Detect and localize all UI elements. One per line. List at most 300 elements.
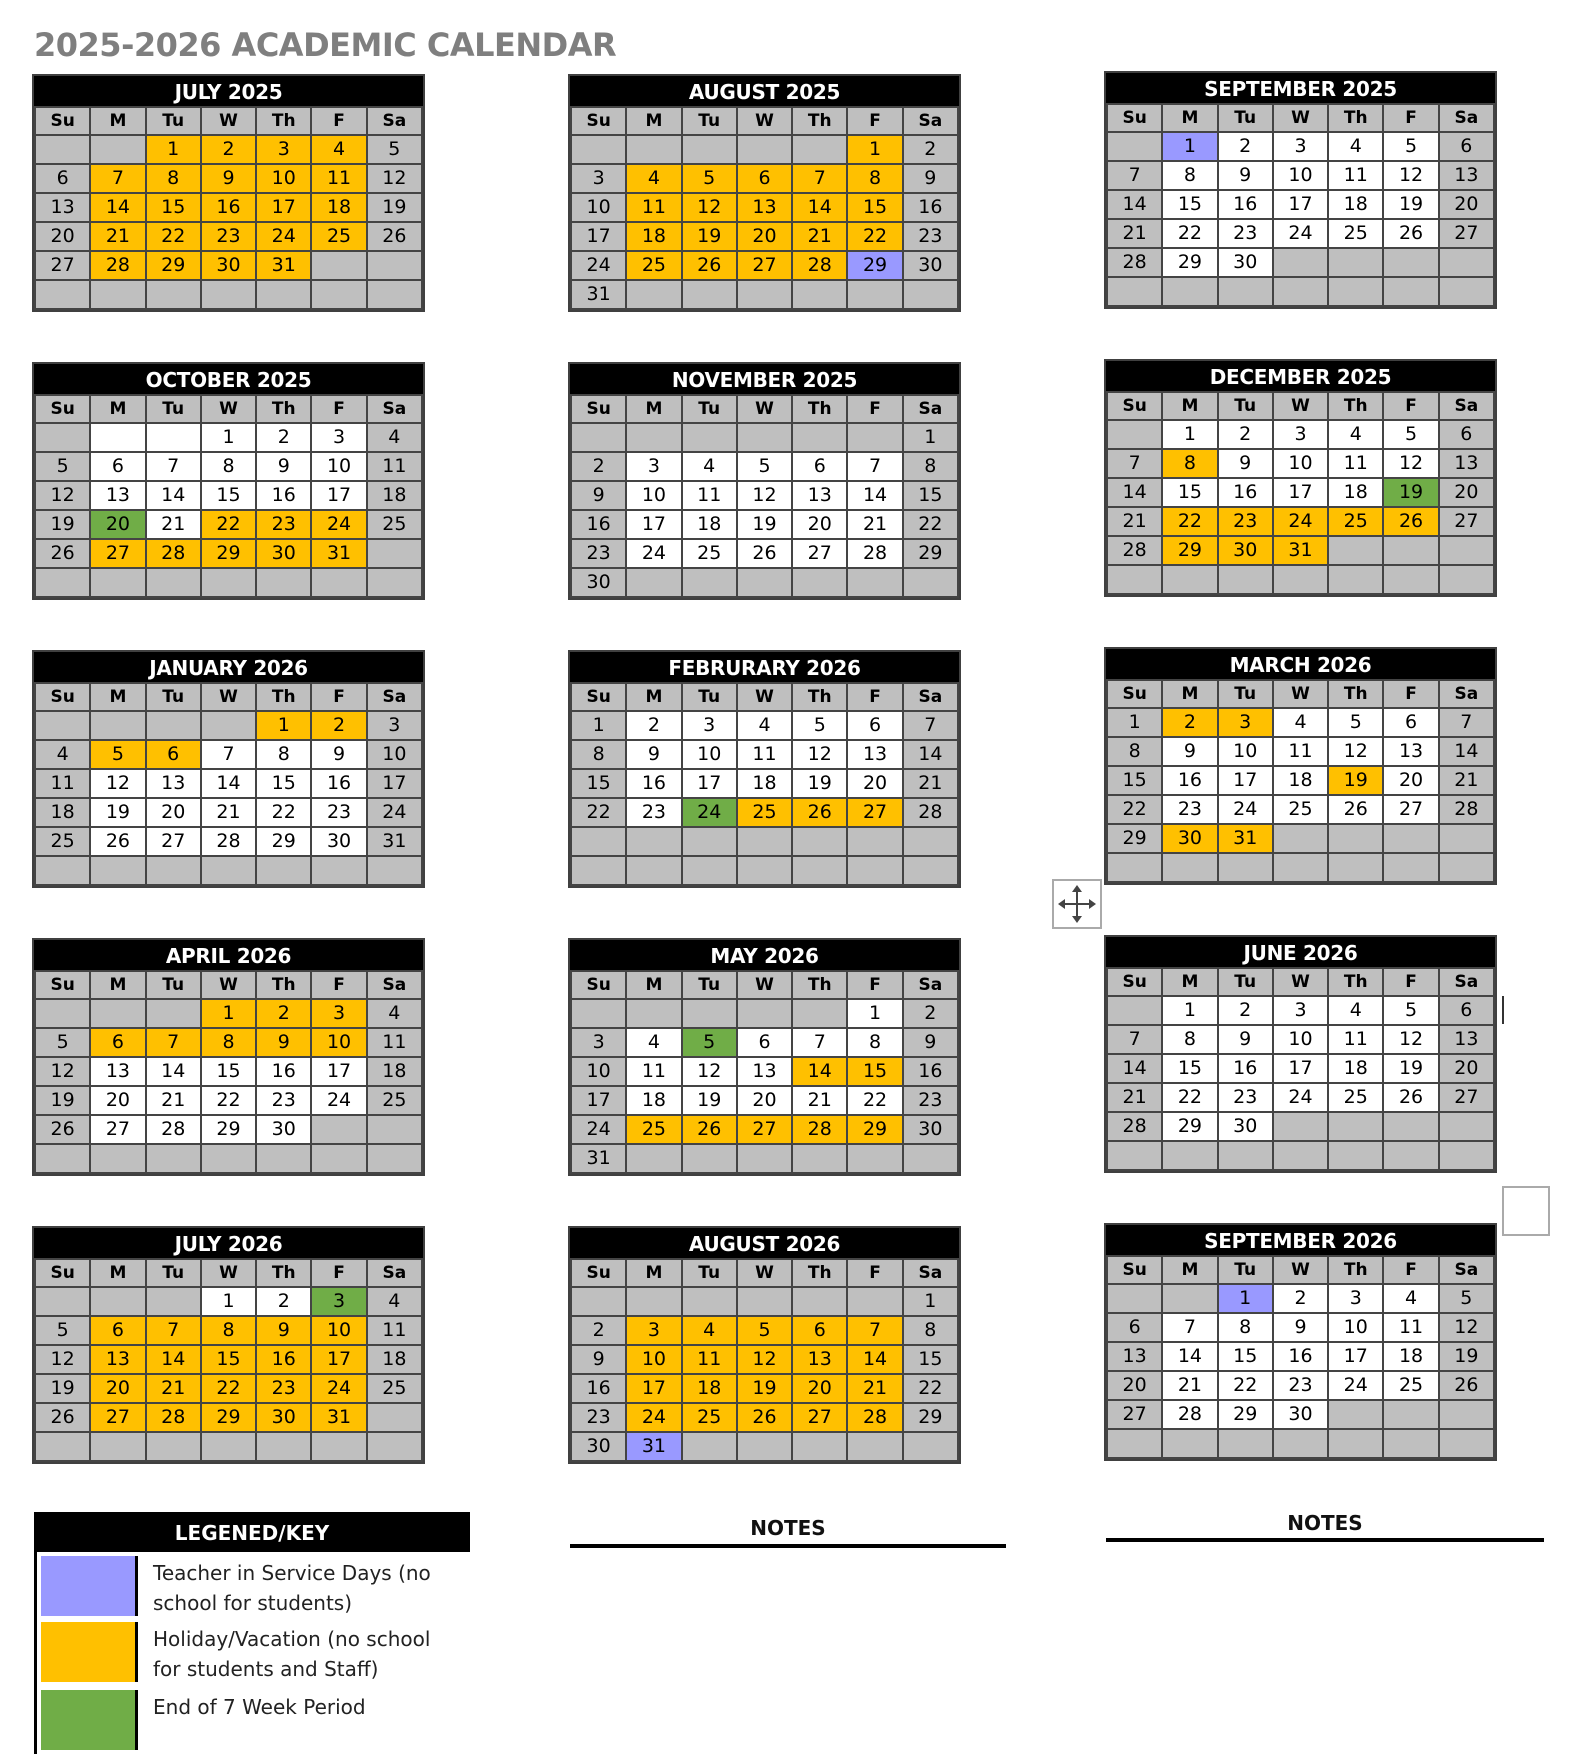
empty-day-cell: [571, 827, 626, 856]
day-cell-school-day: 12: [1383, 449, 1438, 478]
day-cell-school-day: 3: [626, 452, 681, 481]
day-cell-school-day: 16: [1218, 478, 1273, 507]
day-cell-holiday-day: 15: [146, 193, 201, 222]
page-title: 2025-2026 ACADEMIC CALENDAR: [34, 26, 617, 64]
empty-day-cell: [311, 856, 366, 885]
legend-item-holiday-vacation: [34, 1618, 470, 1686]
day-cell-weekend-day: 9: [571, 481, 626, 510]
day-cell-weekend-day: 27: [1107, 1400, 1162, 1429]
day-cell-weekend-day: 3: [367, 711, 422, 740]
day-cell-school-day: 7: [146, 452, 201, 481]
day-cell-school-day: 5: [792, 711, 847, 740]
weekday-header: F: [847, 107, 902, 135]
weekday-header: W: [201, 395, 256, 423]
day-cell-weekend-day: 14: [1107, 478, 1162, 507]
day-cell-weekend-day: 7: [903, 711, 958, 740]
empty-day-cell: [1162, 277, 1217, 306]
day-cell-weekend-day: 21: [1107, 1083, 1162, 1112]
day-cell-weekend-day: 16: [903, 1057, 958, 1086]
weekday-header: Su: [35, 1259, 90, 1287]
empty-day-cell: [903, 856, 958, 885]
week-row: [35, 827, 422, 856]
day-cell-weekend-day: 9: [571, 1345, 626, 1374]
empty-day-cell: [1273, 1141, 1328, 1170]
day-cell-weekend-day: 21: [1107, 219, 1162, 248]
day-cell-school-day: 23: [256, 1086, 311, 1115]
day-cell-weekend-day: 17: [571, 222, 626, 251]
day-cell-school-day: 5: [1383, 132, 1438, 161]
day-cell-school-day: 22: [1218, 1371, 1273, 1400]
day-cell-weekend-day: 24: [571, 1115, 626, 1144]
day-cell-weekend-day: 5: [1439, 1284, 1494, 1313]
day-cell-weekend-day: 18: [367, 1345, 422, 1374]
day-cell-holiday-day: 17: [256, 193, 311, 222]
day-cell-holiday-day: 8: [847, 164, 902, 193]
empty-day-cell: [367, 1144, 422, 1173]
empty-day-cell: [682, 568, 737, 597]
day-cell-weekend-day: 28: [903, 798, 958, 827]
empty-day-cell: [1383, 565, 1438, 594]
day-cell-holiday-day: 11: [626, 193, 681, 222]
day-cell-school-day: 12: [737, 481, 792, 510]
day-cell-weekend-day: 20: [35, 222, 90, 251]
empty-day-cell: [35, 1432, 90, 1461]
empty-day-cell: [146, 1287, 201, 1316]
day-cell-weekend-day: 29: [903, 1403, 958, 1432]
week-row: [571, 1316, 958, 1345]
day-cell-holiday-day: 22: [146, 222, 201, 251]
day-cell-school-day: 9: [1218, 161, 1273, 190]
empty-day-cell: [903, 827, 958, 856]
empty-day-cell: [626, 135, 681, 164]
day-cell-holiday-day: 26: [682, 251, 737, 280]
day-cell-holiday-day: 31: [1218, 824, 1273, 853]
day-cell-school-day: 20: [847, 769, 902, 798]
day-cell-holiday-day: 29: [201, 539, 256, 568]
day-cell-holiday-day: 19: [682, 222, 737, 251]
day-cell-school-day: 3: [1273, 996, 1328, 1025]
month-grid: [34, 682, 423, 886]
empty-day-cell: [367, 539, 422, 568]
day-cell-holiday-day: 20: [737, 222, 792, 251]
month-grid: [1106, 967, 1495, 1171]
weekday-header: W: [201, 107, 256, 135]
weekday-header: M: [90, 1259, 145, 1287]
day-cell-weekend-day: 5: [367, 135, 422, 164]
empty-day-cell: [1439, 1429, 1494, 1458]
day-cell-weekend-day: 15: [571, 769, 626, 798]
day-cell-school-day: 10: [682, 740, 737, 769]
day-cell-school-day: 11: [682, 481, 737, 510]
week-row: [1107, 420, 1494, 449]
weekday-header: Th: [792, 107, 847, 135]
day-cell-school-day: 18: [1273, 766, 1328, 795]
day-cell-holiday-day: 15: [847, 193, 902, 222]
empty-day-cell: [847, 827, 902, 856]
empty-day-cell: [90, 280, 145, 309]
day-cell-weekend-day: 17: [367, 769, 422, 798]
weekday-header: Su: [1107, 1256, 1162, 1284]
day-cell-weekend-day: 14: [903, 740, 958, 769]
empty-day-cell: [571, 135, 626, 164]
weekday-header: F: [311, 395, 366, 423]
week-row: [35, 769, 422, 798]
empty-day-cell: [847, 1144, 902, 1173]
day-cell-school-day: 15: [201, 1057, 256, 1086]
weekday-header-row: [1107, 968, 1494, 996]
day-cell-school-day: 18: [626, 1086, 681, 1115]
day-cell-school-day: 22: [201, 1086, 256, 1115]
month-grid: [570, 970, 959, 1174]
day-cell-school-day: 19: [737, 510, 792, 539]
empty-day-cell: [90, 856, 145, 885]
week-row: [35, 452, 422, 481]
month-april-2026: [32, 938, 425, 1176]
day-cell-school-day: 11: [1383, 1313, 1438, 1342]
empty-day-cell: [1439, 1400, 1494, 1429]
day-cell-school-day: 14: [146, 1057, 201, 1086]
empty-day-cell: [1273, 853, 1328, 882]
weekday-header: Su: [571, 971, 626, 999]
empty-day-cell: [792, 856, 847, 885]
day-cell-weekend-day: 15: [903, 1345, 958, 1374]
day-cell-school-day: 7: [792, 1028, 847, 1057]
week-row: [571, 251, 958, 280]
day-cell-weekend-day: 27: [35, 251, 90, 280]
week-row: [1107, 277, 1494, 306]
day-cell-holiday-day: 15: [847, 1057, 902, 1086]
day-cell-school-day: 24: [1218, 795, 1273, 824]
day-cell-school-day: 4: [626, 1028, 681, 1057]
empty-day-cell: [201, 711, 256, 740]
day-cell-school-day: 10: [1328, 1313, 1383, 1342]
month-january-2026: [32, 650, 425, 888]
day-cell-holiday-day: 1: [201, 999, 256, 1028]
day-cell-weekend-day: 13: [1439, 161, 1494, 190]
empty-day-cell: [1107, 1429, 1162, 1458]
week-row: [571, 1287, 958, 1316]
weekday-header: Tu: [682, 683, 737, 711]
weekday-header: W: [201, 971, 256, 999]
weekday-header: Th: [1328, 968, 1383, 996]
empty-day-cell: [146, 423, 201, 452]
day-cell-school-day: 26: [1383, 1083, 1438, 1112]
day-cell-school-day: 27: [1383, 795, 1438, 824]
day-cell-weekend-day: 10: [571, 193, 626, 222]
weekday-header: M: [626, 971, 681, 999]
day-cell-weekend-day: 8: [571, 740, 626, 769]
month-grid: [1106, 1255, 1495, 1459]
weekday-header: W: [737, 1259, 792, 1287]
empty-day-cell: [1107, 132, 1162, 161]
day-cell-weekend-day: 7: [1107, 1025, 1162, 1054]
weekday-header: F: [1383, 680, 1438, 708]
week-row: [1107, 795, 1494, 824]
empty-day-cell: [682, 827, 737, 856]
day-cell-weekend-day: 31: [367, 827, 422, 856]
day-cell-school-day: 17: [1218, 766, 1273, 795]
weekday-header: Tu: [1218, 680, 1273, 708]
day-cell-holiday-day: 21: [90, 222, 145, 251]
weekday-header: M: [1162, 968, 1217, 996]
day-cell-weekend-day: 13: [1107, 1342, 1162, 1371]
week-row: [35, 1115, 422, 1144]
day-cell-weekend-day: 3: [571, 164, 626, 193]
empty-day-cell: [1328, 248, 1383, 277]
empty-day-cell: [737, 1287, 792, 1316]
week-row: [35, 1403, 422, 1432]
month-grid: [570, 106, 959, 310]
week-row: [35, 193, 422, 222]
empty-day-cell: [626, 280, 681, 309]
empty-day-cell: [792, 827, 847, 856]
day-cell-weekend-day: 19: [1439, 1342, 1494, 1371]
day-cell-holiday-day: 2: [311, 711, 366, 740]
weekday-header: M: [1162, 104, 1217, 132]
empty-day-cell: [1273, 248, 1328, 277]
month-grid: [570, 1258, 959, 1462]
weekday-header: Th: [1328, 680, 1383, 708]
notes-heading-middle: NOTES: [750, 1516, 826, 1540]
day-cell-weekend-day: 20: [1439, 1054, 1494, 1083]
day-cell-weekend-day: 4: [367, 1287, 422, 1316]
empty-day-cell: [35, 423, 90, 452]
weekday-header-row: [1107, 104, 1494, 132]
empty-day-cell: [90, 1432, 145, 1461]
day-cell-weekend-day: 30: [571, 568, 626, 597]
day-cell-school-day: 25: [1383, 1371, 1438, 1400]
weekday-header: W: [1273, 968, 1328, 996]
weekday-header: Sa: [367, 1259, 422, 1287]
empty-day-cell: [737, 423, 792, 452]
day-cell-holiday-day: 22: [1162, 507, 1217, 536]
legend-swatch-orange: [41, 1622, 138, 1682]
day-cell-holiday-day: 10: [256, 164, 311, 193]
empty-day-cell: [737, 280, 792, 309]
day-cell-school-day: 4: [1328, 420, 1383, 449]
weekday-header: Tu: [682, 971, 737, 999]
day-cell-end-of-period-day: 3: [311, 1287, 366, 1316]
day-cell-holiday-day: 11: [311, 164, 366, 193]
day-cell-weekend-day: 2: [571, 1316, 626, 1345]
empty-day-cell: [792, 1432, 847, 1461]
empty-day-cell: [737, 1432, 792, 1461]
empty-day-cell: [792, 423, 847, 452]
week-row: [571, 568, 958, 597]
day-cell-weekend-day: 24: [571, 251, 626, 280]
day-cell-holiday-day: 18: [311, 193, 366, 222]
weekday-header: F: [311, 683, 366, 711]
day-cell-holiday-day: 17: [311, 1345, 366, 1374]
day-cell-school-day: 19: [792, 769, 847, 798]
week-row: [35, 740, 422, 769]
weekday-header: M: [90, 107, 145, 135]
empty-day-cell: [90, 423, 145, 452]
day-cell-school-day: 11: [737, 740, 792, 769]
day-cell-weekend-day: 6: [1439, 420, 1494, 449]
day-cell-school-day: 15: [201, 481, 256, 510]
month-title: MAY 2026: [570, 940, 959, 970]
week-row: [35, 1086, 422, 1115]
day-cell-school-day: 21: [792, 1086, 847, 1115]
week-row: [1107, 565, 1494, 594]
day-cell-weekend-day: 26: [367, 222, 422, 251]
day-cell-holiday-day: 12: [682, 193, 737, 222]
empty-day-cell: [146, 711, 201, 740]
day-cell-school-day: 7: [1162, 1313, 1217, 1342]
empty-day-cell: [1107, 1284, 1162, 1313]
empty-day-cell: [1162, 1429, 1217, 1458]
day-cell-holiday-day: 3: [626, 1316, 681, 1345]
day-cell-school-day: 25: [1273, 795, 1328, 824]
weekday-header: W: [201, 1259, 256, 1287]
day-cell-school-day: 20: [1383, 766, 1438, 795]
day-cell-school-day: 3: [311, 423, 366, 452]
day-cell-weekend-day: 25: [367, 510, 422, 539]
legend-item-teacher-in-service: [34, 1552, 470, 1618]
day-cell-holiday-day: 6: [90, 1028, 145, 1057]
empty-day-cell: [626, 1144, 681, 1173]
weekday-header: Sa: [367, 395, 422, 423]
empty-day-cell: [571, 999, 626, 1028]
day-cell-holiday-day: 27: [737, 1115, 792, 1144]
day-cell-school-day: 19: [90, 798, 145, 827]
month-grid: [1106, 679, 1495, 883]
week-row: [35, 135, 422, 164]
day-cell-school-day: 29: [1218, 1400, 1273, 1429]
empty-day-cell: [737, 568, 792, 597]
day-cell-holiday-day: 30: [201, 251, 256, 280]
day-cell-weekend-day: 7: [1439, 708, 1494, 737]
weekday-header: F: [847, 395, 902, 423]
weekday-header: Tu: [146, 107, 201, 135]
empty-day-cell: [737, 1144, 792, 1173]
weekday-header: W: [737, 107, 792, 135]
empty-day-cell: [1107, 853, 1162, 882]
empty-day-cell: [1218, 565, 1273, 594]
day-cell-holiday-day: 25: [737, 798, 792, 827]
empty-day-cell: [367, 568, 422, 597]
empty-day-cell: [1273, 1112, 1328, 1141]
day-cell-weekend-day: 5: [35, 452, 90, 481]
day-cell-school-day: 8: [201, 452, 256, 481]
week-row: [571, 798, 958, 827]
week-row: [571, 769, 958, 798]
day-cell-weekend-day: 20: [1439, 478, 1494, 507]
day-cell-holiday-day: 18: [682, 1374, 737, 1403]
day-cell-holiday-day: 30: [1162, 824, 1217, 853]
empty-day-cell: [1328, 824, 1383, 853]
weekday-header: M: [1162, 392, 1217, 420]
day-cell-school-day: 3: [1273, 132, 1328, 161]
empty-day-cell: [90, 711, 145, 740]
day-cell-school-day: 25: [1328, 219, 1383, 248]
empty-day-cell: [792, 999, 847, 1028]
day-cell-school-day: 12: [1383, 1025, 1438, 1054]
day-cell-holiday-day: 28: [847, 1403, 902, 1432]
empty-day-cell: [90, 568, 145, 597]
day-cell-school-day: 21: [146, 510, 201, 539]
empty-day-cell: [256, 280, 311, 309]
day-cell-school-day: 15: [1162, 1054, 1217, 1083]
month-title: APRIL 2026: [34, 940, 423, 970]
week-row: [571, 1374, 958, 1403]
empty-day-cell: [1328, 1400, 1383, 1429]
month-grid: [34, 970, 423, 1174]
day-cell-holiday-day: 22: [847, 222, 902, 251]
table-resize-handle[interactable]: [1502, 1186, 1550, 1236]
empty-day-cell: [311, 1432, 366, 1461]
month-title: JUNE 2026: [1106, 937, 1495, 967]
day-cell-holiday-day: 18: [626, 222, 681, 251]
day-cell-holiday-day: 16: [201, 193, 256, 222]
day-cell-holiday-day: 1: [146, 135, 201, 164]
empty-day-cell: [682, 1432, 737, 1461]
day-cell-weekend-day: 30: [903, 251, 958, 280]
day-cell-school-day: 28: [201, 827, 256, 856]
day-cell-school-day: 29: [201, 1115, 256, 1144]
day-cell-weekend-day: 29: [903, 539, 958, 568]
day-cell-weekend-day: 4: [367, 999, 422, 1028]
week-row: [1107, 449, 1494, 478]
weekday-header: Th: [1328, 104, 1383, 132]
empty-day-cell: [1162, 1141, 1217, 1170]
day-cell-weekend-day: 4: [367, 423, 422, 452]
day-cell-school-day: 22: [1162, 1083, 1217, 1112]
empty-day-cell: [626, 999, 681, 1028]
empty-day-cell: [146, 856, 201, 885]
empty-day-cell: [847, 280, 902, 309]
empty-day-cell: [35, 999, 90, 1028]
month-title: MARCH 2026: [1106, 649, 1495, 679]
day-cell-school-day: 4: [1273, 708, 1328, 737]
day-cell-school-day: 15: [1162, 190, 1217, 219]
empty-day-cell: [1328, 853, 1383, 882]
weekday-header-row: [571, 683, 958, 711]
weekday-header: M: [90, 971, 145, 999]
weekday-header: Th: [256, 683, 311, 711]
empty-day-cell: [1273, 824, 1328, 853]
week-row: [35, 1287, 422, 1316]
weekday-header: Tu: [682, 1259, 737, 1287]
empty-day-cell: [146, 999, 201, 1028]
day-cell-holiday-day: 7: [90, 164, 145, 193]
day-cell-holiday-day: 10: [626, 1345, 681, 1374]
day-cell-weekend-day: 12: [35, 1345, 90, 1374]
day-cell-holiday-day: 29: [201, 1403, 256, 1432]
week-row: [35, 798, 422, 827]
day-cell-school-day: 2: [1218, 132, 1273, 161]
week-row: [571, 135, 958, 164]
day-cell-school-day: 17: [311, 1057, 366, 1086]
empty-day-cell: [1107, 996, 1162, 1025]
day-cell-school-day: 5: [1383, 996, 1438, 1025]
week-row: [35, 1345, 422, 1374]
weekday-header: Sa: [367, 971, 422, 999]
day-cell-weekend-day: 21: [1107, 507, 1162, 536]
day-cell-holiday-day: 16: [256, 1345, 311, 1374]
week-row: [1107, 1083, 1494, 1112]
weekday-header: M: [626, 107, 681, 135]
day-cell-school-day: 17: [1273, 190, 1328, 219]
weekday-header: Su: [1107, 968, 1162, 996]
empty-day-cell: [1383, 248, 1438, 277]
day-cell-holiday-day: 25: [1328, 507, 1383, 536]
day-cell-school-day: 11: [1328, 449, 1383, 478]
table-move-handle[interactable]: [1052, 879, 1102, 929]
week-row: [571, 1115, 958, 1144]
month-title: AUGUST 2026: [570, 1228, 959, 1258]
